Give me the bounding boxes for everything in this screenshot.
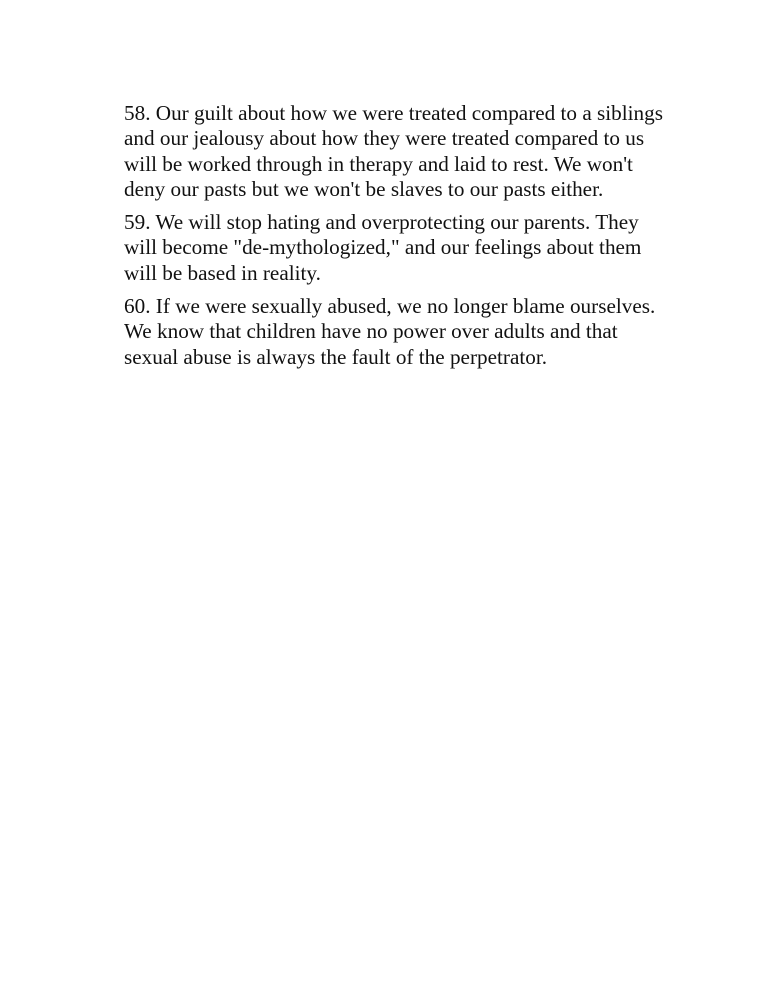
document-body	[124, 101, 684, 378]
paragraph-60: 60. If we were sexually abused, we no longer blame ourselves. We know that children have no power over adults and that sexual abuse is always the fault of the perpetrator.	[124, 294, 656, 369]
paragraph-58: 58. Our guilt about how we were treated compared to a siblings and our jealousy about how they were treated compared to us will be worked through in therapy and laid to rest. We won't deny our pasts but we won't be slaves to our pasts either.	[124, 101, 663, 201]
paragraph-59: 59. We will stop hating and overprotecting our parents. They will become "de-mythologized," and our feelings about them will be based in reality.	[124, 210, 642, 285]
